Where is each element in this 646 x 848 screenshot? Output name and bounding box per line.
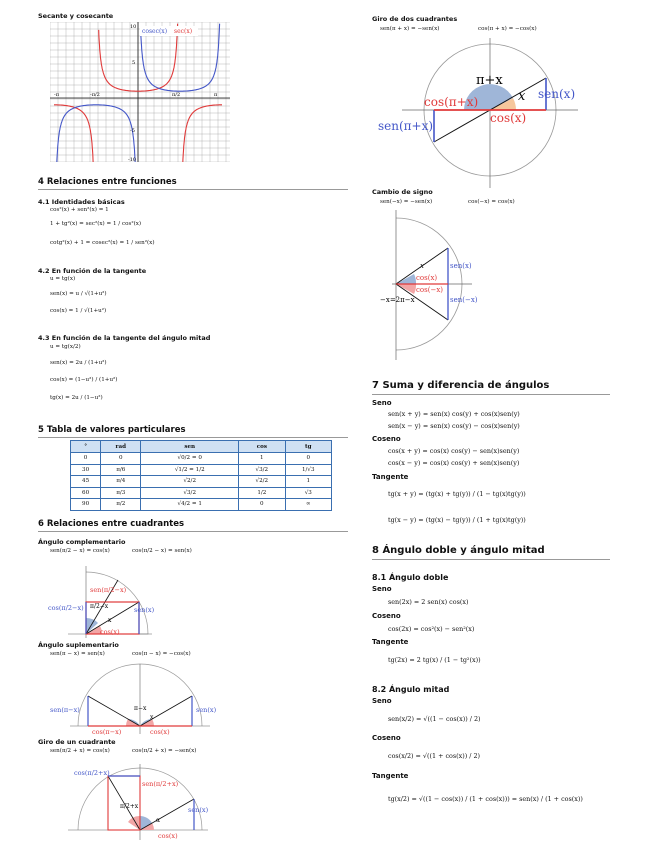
table-cell: 1/√3 [285,464,331,476]
sec-curve [183,105,222,162]
identity-3: cotg²(x) + 1 = cosec²(x) = 1 / sen²(x) [50,240,155,246]
quad2-cos-right: cos(x) [490,111,527,125]
s7-seno-2: sen(x − y) = sen(x) cos(y) − cos(x)sen(y) [388,422,520,430]
complementary-diagram [48,562,158,638]
half-tg: tg(x) = 2u / (1−u²) [50,395,103,401]
table-header-row [71,441,332,453]
xtick-neg-pi: -π [54,92,59,98]
table-cell: √3 [285,487,331,499]
s82-title: 8.2 Ángulo mitad [372,685,450,694]
table-cell: √4/2 = 1 [141,499,239,511]
s7-seno-title: Seno [372,399,392,407]
comp-f1: sen(π/2 − x) = cos(x) [50,548,110,554]
comp-cos-bottom: cos(x) [100,628,120,636]
quad1-f1: sen(π/2 + x) = cos(x) [50,748,110,754]
s7-coseno-1: cos(x + y) = cos(x) cos(y) − sen(x)sen(y) [388,447,520,455]
quad1-f2: cos(π/2 + x) = −sen(x) [132,748,197,754]
s7-coseno-title: Coseno [372,435,401,443]
table-cell: 1 [285,476,331,488]
quad1-sen-top: sen(π/2+x) [142,780,179,788]
comp-angle: π/2−x [90,603,109,610]
sec-curve [54,105,93,162]
graph-title: Secante y cosecante [38,12,114,20]
tan-sen: sen(x) = u / √(1+u²) [50,291,107,297]
table-cell: 1/2 [239,487,285,499]
quad2-cos-left: cos(π+x) [424,95,479,109]
s82-coseno-title: Coseno [372,734,401,742]
section-7-title: 7 Suma y diferencia de ángulos [372,380,610,395]
values-table [70,440,332,511]
supp-f1: sen(π − x) = sen(x) [50,651,105,657]
section-5-title: 5 Tabla de valores particulares [38,425,348,438]
supp-cos-right: cos(x) [150,728,170,736]
supp-x: x [150,714,154,721]
section-6-title: 6 Relaciones entre cuadrantes [38,519,348,532]
table-row [71,499,332,511]
cosec-curve [57,105,136,162]
comp-cos-left: cos(π/2−x) [48,604,84,612]
half-sen: sen(x) = 2u / (1+u²) [50,360,107,366]
table-row [71,476,332,488]
s81-seno-title: Seno [372,585,392,593]
ytick-neg5: -5 [130,128,135,134]
sign-change-diagram [372,210,572,360]
quad1-title: Giro de un cuadrante [38,738,116,746]
table-header-cell: ° [71,441,101,453]
table-cell: 0 [101,453,141,465]
table-header-cell: rad [101,441,141,453]
s7-tang-1: tg(x + y) = (tg(x) + tg(y)) / (1 − tg(x)tg(y)) [388,490,526,498]
section-4-title: 4 Relaciones entre funciones [38,177,348,190]
supp-cos-left: cos(π−x) [92,728,122,736]
s81-seno: sen(2x) = 2 sen(x) cos(x) [388,598,469,606]
table-row [71,464,332,476]
identity-1: cos²(x) + sen²(x) = 1 [50,207,109,213]
quad2-angle: π+x [476,73,503,88]
table-header-cell: cos [239,441,285,453]
table-cell: π/6 [101,464,141,476]
sign-x: x [420,262,424,270]
table-cell: √3/2 [239,464,285,476]
xtick-pi-2: π/2 [172,92,181,98]
xtick-neg-pi-2: -π/2 [90,92,100,98]
quad2-x: x [518,89,526,104]
s82-tang: tg(x/2) = √((1 − cos(x)) / (1 + cos(x))) = sen(x) / (1 + cos(x)) [388,795,583,803]
table-cell: 0 [239,499,285,511]
table-row [71,487,332,499]
table-cell: ∞ [285,499,331,511]
sign-sen-neg: sen(−x) [450,296,478,304]
sign-neg-x: −x=2π−x [380,296,415,304]
legend-sec: sec(x) [174,28,193,35]
identity-2: 1 + tg²(x) = sec²(x) = 1 / cos²(x) [50,221,142,227]
table-cell: √3/2 [141,487,239,499]
table-cell: √2/2 [141,476,239,488]
quad2-sen-left: sen(π+x) [378,119,434,133]
supp-f2: cos(π − x) = −cos(x) [132,651,191,657]
table-cell: π/3 [101,487,141,499]
sign-cos-neg: cos(−x) [416,286,444,294]
legend-cosec: cosec(x) [142,28,168,35]
comp-title: Ángulo complementario [38,538,126,546]
table-cell: 90 [71,499,101,511]
supp-sen-right: sen(x) [196,706,217,714]
quad1-x: α [156,817,161,824]
table-header-cell: sen [141,441,239,453]
s82-seno-title: Seno [372,697,392,705]
graph-grid [50,22,230,162]
ytick-neg10: -10 [128,157,137,162]
quad1-sen-right: sen(x) [188,806,208,814]
s81-tang-title: Tangente [372,638,409,646]
comp-sen-top: sen(π/2−x) [90,586,127,594]
xtick-pi: π [214,92,218,98]
sign-f2: cos(−x) = cos(x) [468,199,515,205]
table-cell: 0 [285,453,331,465]
supp-angle: π−x [134,705,147,712]
table-header-cell: tg [285,441,331,453]
quad2-f1: sen(π + x) = −sen(x) [380,26,440,32]
tan-cos: cos(x) = 1 / √(1+u²) [50,308,107,314]
quad2-f2: cos(π + x) = −cos(x) [478,26,537,32]
table-cell: 45 [71,476,101,488]
supp-title: Ángulo suplementario [38,641,119,649]
s82-seno: sen(x/2) = √((1 − cos(x)) / 2) [388,715,481,723]
half-u: u = tg(x/2) [50,344,81,350]
s81-tang: tg(2x) = 2 tg(x) / (1 − tg²(x)) [388,656,481,664]
ytick-10: 10 [130,24,137,30]
comp-sen-right: sen(x) [134,606,155,614]
quad2-title: Giro de dos cuadrantes [372,15,458,23]
table-cell: √0/2 = 0 [141,453,239,465]
s7-coseno-2: cos(x − y) = cos(x) cos(y) + sen(x)sen(y) [388,459,520,467]
table-cell: π/4 [101,476,141,488]
table-cell: 0 [71,453,101,465]
section-8-title: 8 Ángulo doble y ángulo mitad [372,545,610,560]
two-quadrants-diagram [372,38,612,188]
comp-f2: cos(π/2 − x) = sen(x) [132,548,192,554]
quad1-angle: π/2+x [120,803,139,810]
s82-tang-title: Tangente [372,772,409,780]
one-quadrant-diagram [48,762,208,840]
quad1-cos-bottom: cos(x) [158,832,178,840]
table-cell: 30 [71,464,101,476]
tan-u: u = tg(x) [50,276,76,282]
ytick-5: 5 [132,60,136,66]
s41-title: 4.1 Identidades básicas [38,198,125,206]
table-cell: √2/2 [239,476,285,488]
table-cell: π/2 [101,499,141,511]
s7-tang-2: tg(x − y) = (tg(x) − tg(y)) / (1 + tg(x)tg(y)) [388,516,526,524]
half-cos: cos(x) = (1−u²) / (1+u²) [50,377,118,383]
table-cell: 1 [239,453,285,465]
s82-coseno: cos(x/2) = √((1 + cos(x)) / 2) [388,752,481,760]
sign-title: Cambio de signo [372,188,433,196]
s81-coseno-title: Coseno [372,612,401,620]
s43-title: 4.3 En función de la tangente del ángulo mitad [38,334,211,342]
comp-x: x [108,617,112,624]
secant-cosecant-graph [50,22,230,162]
quad1-cos-top: cos(π/2+x) [74,769,110,777]
table-row [71,453,332,465]
sign-cos-x: cos(x) [416,274,438,282]
s81-coseno: cos(2x) = cos²(x) − sen²(x) [388,625,475,633]
table-cell: √1/2 = 1/2 [141,464,239,476]
s7-seno-1: sen(x + y) = sen(x) cos(y) + cos(x)sen(y) [388,410,520,418]
supplementary-diagram [48,662,218,736]
supp-sen-left: sen(π−x) [50,706,80,714]
s7-tang-title: Tangente [372,473,409,481]
quad2-sen-right: sen(x) [538,87,576,101]
s81-title: 8.1 Ángulo doble [372,573,449,582]
sign-sen-x: sen(x) [450,262,472,270]
s42-title: 4.2 En función de la tangente [38,267,147,275]
sign-f1: sen(−x) = −sen(x) [380,199,433,205]
table-cell: 60 [71,487,101,499]
